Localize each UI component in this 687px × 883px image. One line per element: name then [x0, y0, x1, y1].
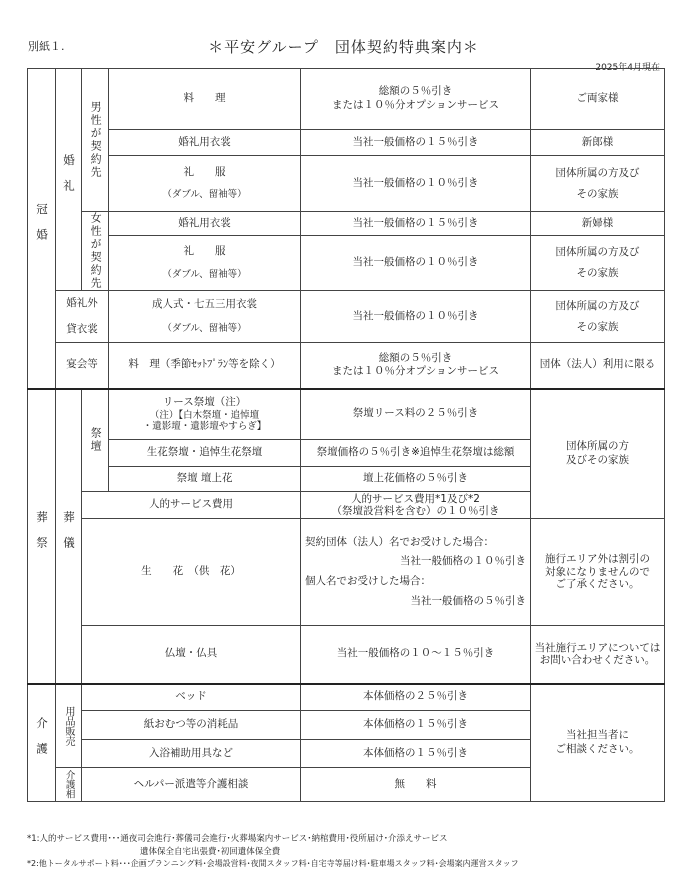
groom-side-label: 男性が契約先	[82, 69, 109, 212]
altar-flower-discount: 壇上花価格の５％引き	[301, 467, 531, 492]
sub-care-sales: 用品販売	[56, 684, 82, 768]
banquet-target: 団体（法人）利用に限る	[531, 343, 665, 389]
banquet-item: 料 理（季節ｾｯﾄﾌﾟﾗﾝ等を除く）	[109, 343, 301, 389]
care-target: 当社担当者に ご相談ください。	[531, 684, 665, 802]
bride-side-label: 女性が契約先	[82, 212, 109, 291]
groom-formal-discount: 当社一般価格の１０％引き	[301, 156, 531, 212]
groom-attire-target: 新郎様	[531, 130, 665, 156]
bed-item: ベッド	[82, 684, 301, 711]
banquet-discount: 総額の５％引き または１０％分オプションサービス	[301, 343, 531, 389]
human-service-item: 人的サービス費用	[82, 492, 301, 519]
flower-altar-discount: 祭壇価格の５％引き※追悼生花祭壇は総額	[301, 440, 531, 467]
category-funeral: 葬祭	[28, 389, 56, 684]
groom-formal-target: 団体所属の方及び その家族	[531, 156, 665, 212]
helper-item: ヘルパー派遣等介護相談	[82, 768, 301, 802]
lease-altar-item: リース祭壇（注） （注）【白木祭壇・追悼壇 ・遺影壇・遺影壇やすらぎ】	[109, 389, 301, 440]
outside-rental-item: 成人式・七五三用衣裳 （ダブル、留袖等）	[109, 291, 301, 343]
food-discount: 総額の５％引き または１０％分オプションサービス	[301, 69, 531, 130]
groom-attire-item: 婚礼用衣裳	[109, 130, 301, 156]
document-title: ＊平安グループ 団体契約特典案内＊	[208, 38, 479, 56]
human-service-discount: 人的サービス費用*1及び*2 （祭壇設営料を含む）の１０％引き	[301, 492, 531, 519]
footnote-2: *2:他トータルサポート料･･･企画プランニング料･会場設営料･夜間スタッフ料･自宅寺等届け料･駐車場スタッフ料･会場案内運営スタッフ	[27, 859, 519, 868]
bath-item: 入浴補助用具など	[82, 740, 301, 768]
bride-formal-item: 礼 服 （ダブル、留袖等）	[109, 236, 301, 291]
as-of-date: 2025年4月現在	[595, 63, 660, 73]
outside-rental-target: 団体所属の方及び その家族	[531, 291, 665, 343]
helper-discount: 無 料	[301, 768, 531, 802]
lease-altar-discount: 祭壇リース料の２５％引き	[301, 389, 531, 440]
diaper-discount: 本体価格の１５％引き	[301, 711, 531, 740]
groom-attire-discount: 当社一般価格の１５％引き	[301, 130, 531, 156]
document-label: 別紙１.	[28, 40, 65, 53]
funeral-target-area: 施行エリア外は割引の 対象になりませんので ご了承ください。	[531, 519, 665, 626]
diaper-item: 紙おむつ等の消耗品	[82, 711, 301, 740]
outside-rental-label: 婚礼外 貸衣裳	[56, 291, 109, 343]
benefits-table	[27, 68, 665, 802]
bride-attire-discount: 当社一般価格の１５％引き	[301, 212, 531, 236]
bride-attire-item: 婚礼用衣裳	[109, 212, 301, 236]
bed-discount: 本体価格の２５％引き	[301, 684, 531, 711]
groom-formal-item: 礼 服 （ダブル、留袖等）	[109, 156, 301, 212]
bride-formal-discount: 当社一般価格の１０％引き	[301, 236, 531, 291]
food-target: ご両家様	[531, 69, 665, 130]
buddhist-item: 仏壇・仏具	[82, 626, 301, 684]
category-care: 介護	[28, 684, 56, 802]
altar-label: 祭壇	[82, 389, 109, 492]
funeral-target-inquiry: 当社施行エリアについては お問い合わせください。	[531, 626, 665, 684]
bride-formal-target: 団体所属の方及び その家族	[531, 236, 665, 291]
footnote-1: *1:人的サービス費用･･･通夜司会進行･葬儀司会進行･火葬場案内サービス･納棺費用･役所届け･介添えサービス	[27, 834, 448, 844]
category-wedding: 冠婚	[28, 69, 56, 389]
sub-funeral: 葬儀	[56, 389, 82, 684]
flower-altar-item: 生花祭壇・追悼生花祭壇	[109, 440, 301, 467]
bath-discount: 本体価格の１５％引き	[301, 740, 531, 768]
flowers-item: 生 花 （供 花）	[82, 519, 301, 626]
buddhist-discount: 当社一般価格の１０～１５％引き	[301, 626, 531, 684]
food-item: 料 理	[109, 69, 301, 130]
outside-rental-discount: 当社一般価格の１０％引き	[301, 291, 531, 343]
banquet-label: 宴会等	[56, 343, 109, 389]
altar-flower-item: 祭壇 壇上花	[109, 467, 301, 492]
flowers-discount: 契約団体（法人）名でお受けした場合： 当社一般価格の１０％引き 個人名でお受けした場合： 当社一般価格の５％引き	[301, 519, 531, 626]
funeral-target-family: 団体所属の方 及びその家族	[531, 389, 665, 519]
sub-wedding: 婚礼	[56, 69, 82, 291]
sub-care-consult: 介護相	[56, 768, 82, 802]
bride-attire-target: 新婦様	[531, 212, 665, 236]
footnote-1-cont: 遺体保全自宅出張費･初回遺体保全費	[140, 847, 281, 857]
